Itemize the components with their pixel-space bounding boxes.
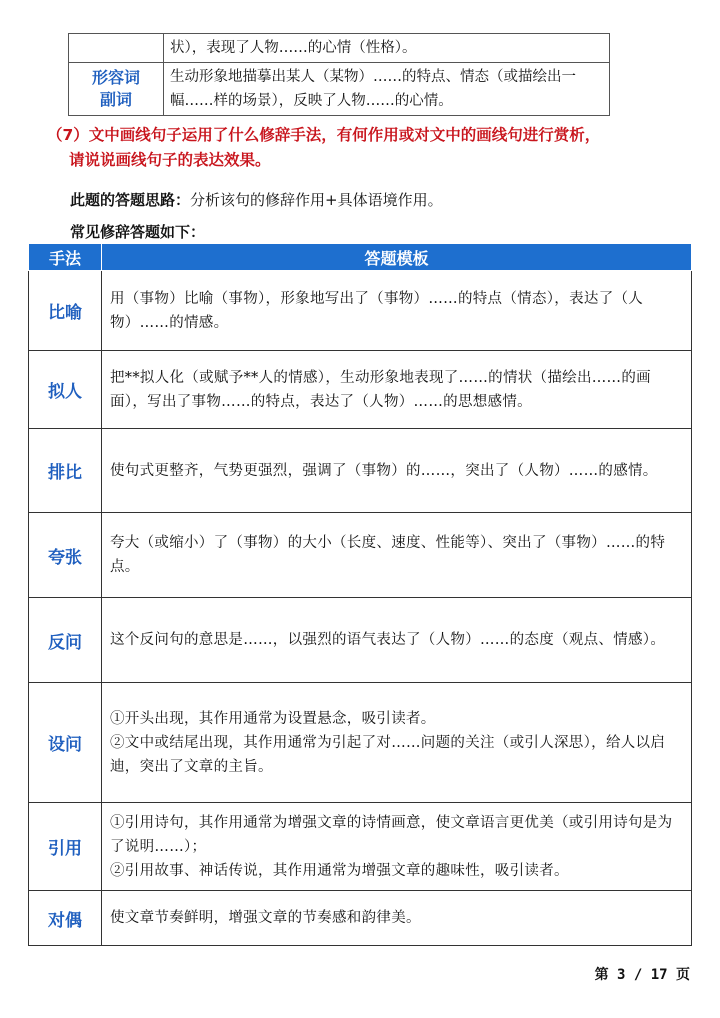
- device-name: 排比: [29, 429, 102, 513]
- device-name: 拟人: [29, 351, 102, 429]
- common-devices-title: 常见修辞答题如下：: [70, 223, 206, 241]
- device-name: 比喻: [29, 271, 102, 351]
- device-name: 反问: [29, 598, 102, 683]
- template-cell: [102, 429, 692, 513]
- label-line: 形容词: [91, 68, 140, 87]
- template-cell: [102, 598, 692, 683]
- template-line: ②文中或结尾出现，其作用通常为引起了对……问题的关注（或引人深思），给人以启迪，突出了文章的主旨。: [110, 734, 666, 775]
- table-row: [29, 429, 692, 513]
- rhetoric-answer-table: [28, 243, 692, 946]
- table-row: [69, 34, 610, 63]
- template-cell: [102, 513, 692, 598]
- template-cell: [102, 351, 692, 429]
- template-line: 用（事物）比喻（事物），形象地写出了（事物）……的特点（情态），表达了（人物）……的情感。: [110, 290, 644, 331]
- question-line-1: （7）文中画线句子运用了什么修辞手法，有何作用或对文中的画线句进行赏析，: [47, 126, 601, 144]
- table-row: [69, 63, 610, 116]
- template-line: 使文章节奏鲜明，增强文章的节奏感和韵律美。: [110, 910, 421, 926]
- template-line: 夸大（或缩小）了（事物）的大小（长度、速度、性能等）、突出了（事物）……的特点。: [110, 535, 666, 575]
- label-line: 副词: [99, 90, 132, 109]
- template-cell: [102, 803, 692, 891]
- template-line: ①引用诗句，其作用通常为增强文章的诗情画意，使文章语言更优美（或引用诗句是为了说明……）；: [110, 814, 673, 855]
- template-line: 使句式更整齐，气势更强烈，强调了（事物）的……，突出了（人物）……的感情。: [110, 462, 658, 479]
- template-line: ②引用故事、神话传说，其作用通常为增强文章的趣味性，吸引读者。: [110, 862, 569, 879]
- table-row: [29, 513, 692, 598]
- answer-idea: [70, 188, 443, 212]
- template-line: 把**拟人化（或赋予**人的情感），生动形象地表现了……的情状（描绘出……的画面），写出了事物……的特点，表达了（人物）……的思想感情。: [110, 369, 651, 410]
- answer-idea-text: 分析该句的修辞作用+具体语境作用。: [190, 191, 443, 209]
- device-name: 引用: [29, 803, 102, 891]
- header-template: 答题模板: [102, 244, 692, 271]
- question-line-2: 请说说画线句子的表达效果。: [69, 151, 271, 169]
- page-number: 第 3 / 17 页: [594, 967, 690, 983]
- table-row: [29, 271, 692, 351]
- table-row: [29, 803, 692, 891]
- header-device: 手法: [29, 244, 102, 271]
- question-heading: [47, 123, 697, 173]
- previous-table-continuation: [68, 33, 610, 116]
- template-line: 这个反问句的意思是……，以强烈的语气表达了（人物）……的态度（观点、情感）。: [110, 632, 666, 648]
- template-cell: [102, 891, 692, 946]
- empty-label-cell: [69, 34, 164, 63]
- table-header-row: [29, 244, 692, 271]
- table-row: [29, 351, 692, 429]
- template-line: ①开头出现，其作用通常为设置悬念，吸引读者。: [110, 710, 436, 727]
- device-name: 对偶: [29, 891, 102, 946]
- answer-idea-label: 此题的答题思路：: [70, 191, 191, 209]
- template-cell: [102, 683, 692, 803]
- template-cell: [102, 271, 692, 351]
- table-row: [29, 598, 692, 683]
- device-name: 夸张: [29, 513, 102, 598]
- device-name: 设问: [29, 683, 102, 803]
- word-type-label: [69, 63, 164, 116]
- template-cell: 状），表现了人物……的心情（性格）。: [164, 34, 610, 63]
- table-row: [29, 683, 692, 803]
- table-row: [29, 891, 692, 946]
- template-cell: 生动形象地描摹出某人（某物）……的特点、情态（或描绘出一幅……样的场景），反映了人物……的心情。: [164, 63, 610, 116]
